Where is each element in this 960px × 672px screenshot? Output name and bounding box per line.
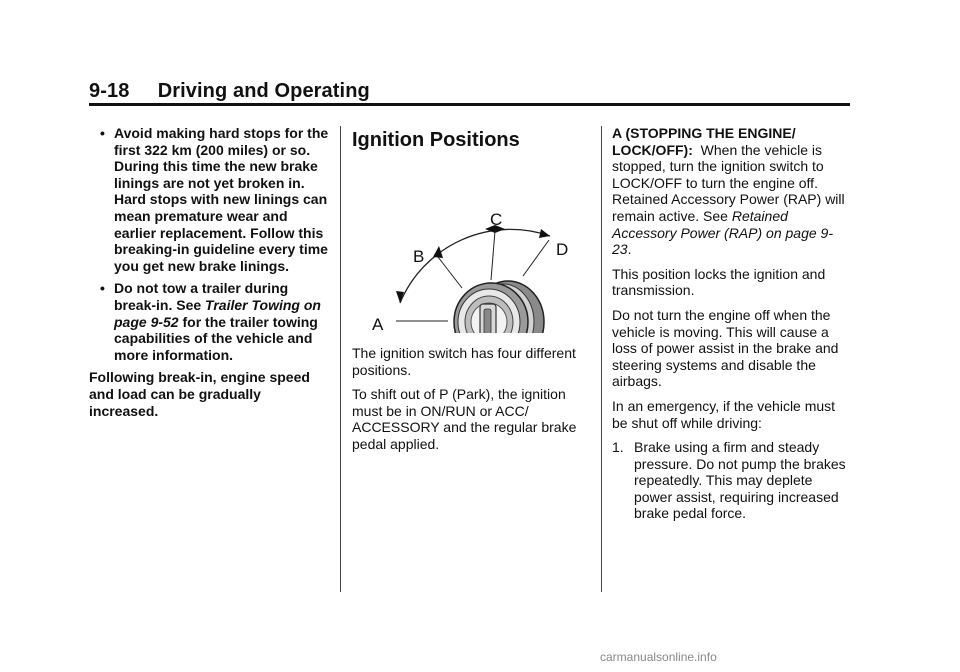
leader-line-c [491, 231, 495, 280]
bullet-trailer-post: for the trailer towing capabilities of the vehicle and more information. [114, 313, 318, 363]
middle-paragraph-1: The ignition switch has four different positions. [352, 345, 576, 378]
ignition-cylinder-icon [454, 281, 544, 333]
right-paragraph-1 [612, 125, 852, 258]
section-title: Ignition Positions [352, 129, 520, 151]
diagram-label-b: B [413, 247, 425, 266]
middle-paragraph-2: To shift out of P (Park), the ignition must be in ON/RUN or ACC/ ACCESSORY and the regular brake pedal applied. [352, 386, 577, 452]
numbered-item-1 [612, 439, 852, 522]
watermark: carmanualsonline.info [600, 650, 717, 664]
item-text: Brake using a firm and steady pressure. Do not pump the brakes repeatedly. This may deplete power assist, requiring increased brake pedal force. [634, 439, 846, 522]
break-in-paragraph: Following break-in, engine speed and load can be gradually increased. [89, 369, 310, 419]
right-paragraph-2: This position locks the ignition and transmission. [612, 265, 826, 299]
diagram-label-d: D [556, 240, 569, 259]
ignition-diagram [358, 158, 573, 333]
diagram-label-c: C [490, 210, 503, 229]
bullet-dot-icon: • [100, 125, 105, 141]
right-paragraph-3: Do not turn the engine off when the vehicle is moving. This will cause a loss of power assist in the brake and steering systems and disable the airbags. [612, 306, 839, 390]
left-column [89, 125, 329, 419]
bullet-hard-stops-text: Avoid making hard stops for the first 322 km (200 miles) or so. During this time the new brake linings are not yet broken in. Hard stops with new linings can mean premature wear and earlier replacement. Follow this breaking-in guideline every time you get new brake linings. [114, 125, 329, 274]
bullet-trailer-pre: Do not tow a trailer during break-in. See [114, 280, 289, 313]
leader-line-d [523, 240, 549, 276]
position-a-end: . [627, 241, 632, 258]
right-column [612, 125, 852, 522]
middle-column [352, 125, 592, 461]
column-divider-right [601, 126, 602, 592]
position-a-heading: A (STOPPING THE ENGINE/ LOCK/OFF): [612, 125, 796, 158]
header-rule [89, 103, 850, 106]
column-divider-left [340, 126, 341, 592]
item-number: 1. [612, 439, 624, 456]
trailer-towing-link[interactable]: Trailer Towing on page 9-52 [114, 296, 321, 330]
arrow-d-icon [539, 229, 550, 238]
bullet-dot-icon: • [100, 280, 105, 297]
rap-link[interactable]: Retained Accessory Power (RAP) on page 9-23 [612, 207, 833, 258]
bullet-trailer [89, 280, 329, 363]
bullet-hard-stops [89, 125, 329, 274]
position-a-text: When the vehicle is stopped, turn the ignition switch to LOCK/OFF to turn the engine off. Retained Accessory Power (RAP) will remain active. See [612, 141, 849, 224]
leader-line-b [438, 257, 462, 288]
page-header-title: 9-18 Driving and Operating [89, 80, 370, 102]
diagram-label-a: A [372, 315, 384, 333]
right-paragraph-4: In an emergency, if the vehicle must be shut off while driving: [612, 397, 836, 431]
